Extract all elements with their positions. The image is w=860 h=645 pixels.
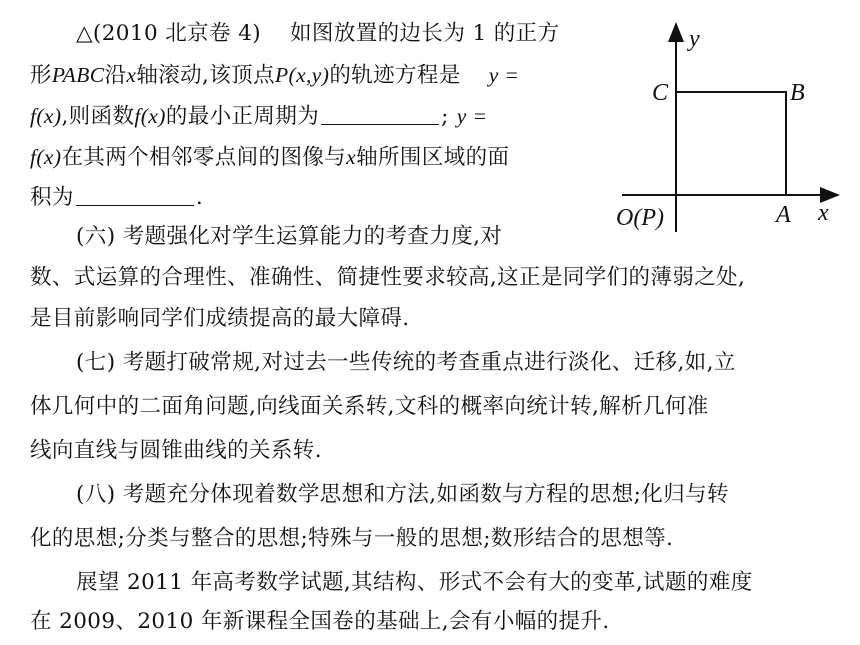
vertex-b-label: B	[790, 80, 805, 106]
var-x: x	[126, 63, 137, 87]
func-f: f(x)	[30, 145, 62, 169]
eq-y: y =	[488, 63, 520, 87]
text: .	[195, 185, 204, 210]
var-x: x	[346, 145, 357, 169]
vertex-a-label: A	[776, 202, 791, 228]
para-9-line-1: 展望 2011 年高考数学试题,其结构、形式不会有大的变革,试题的难度	[76, 570, 753, 595]
para-6-line-1: (六) 考题强化对学生运算能力的考查力度,对	[76, 224, 503, 249]
eq-y: y =	[456, 104, 488, 128]
para-9-line-2: 在 2009、2010 年新课程全国卷的基础上,会有小幅的提升.	[30, 609, 610, 634]
problem-line-2	[30, 53, 519, 97]
problem-line-4	[30, 135, 509, 179]
func-f: f(x)	[30, 104, 62, 128]
problem-line-5	[30, 176, 203, 220]
text: 的轨迹方程是	[329, 63, 461, 88]
answer-blank-area[interactable]	[76, 179, 194, 206]
para-8-line-1: (八) 考题充分体现着数学思想和方法,如函数与方程的思想;化归与转	[76, 482, 729, 507]
square-name: PABC	[51, 63, 105, 87]
para-7-line-3: 线向直线与圆锥曲线的关系转.	[30, 438, 322, 463]
text: 的最小正周期为	[165, 104, 320, 129]
origin-label: O(P)	[616, 205, 664, 231]
func-f: f(x)	[134, 104, 166, 128]
text: ;	[441, 104, 449, 129]
text: 轴滚动,该顶点	[136, 63, 275, 88]
text: 在其两个相邻零点间的图像与	[61, 145, 347, 170]
para-6-line-2: 数、式运算的合理性、准确性、简捷性要求较高,这正是同学们的薄弱之处,	[30, 265, 746, 290]
vertex-c-label: C	[652, 80, 669, 106]
text: 积为	[30, 185, 74, 210]
text: 轴所围区域的面	[356, 145, 510, 170]
square-pabc	[676, 92, 786, 195]
text: ,则函数	[61, 104, 135, 129]
y-axis-label: y	[689, 26, 700, 52]
para-7-line-1: (七) 考题打破常规,对过去一些传统的考查重点进行淡化、迁移,如,立	[76, 350, 736, 375]
text: 形	[30, 63, 52, 88]
square-figure	[612, 18, 848, 240]
problem-source: △(2010 北京卷 4)	[76, 21, 262, 46]
point-p: P(x,y)	[274, 63, 330, 87]
problem-line-1	[76, 12, 559, 56]
para-7-line-2: 体几何中的二面角问题,向线面关系转,文科的概率向统计转,解析几何准	[30, 394, 709, 419]
x-axis-label: x	[818, 200, 829, 226]
text: 沿	[104, 63, 127, 88]
para-8-line-2: 化的思想;分类与整合的思想;特殊与一般的思想;数形结合的思想等.	[30, 526, 674, 551]
problem-line-3	[30, 94, 487, 138]
answer-blank-period[interactable]	[321, 98, 439, 125]
para-6-line-3: 是目前影响同学们成绩提高的最大障碍.	[30, 306, 410, 331]
problem-intro: 如图放置的边长为 1 的正方	[290, 21, 560, 46]
